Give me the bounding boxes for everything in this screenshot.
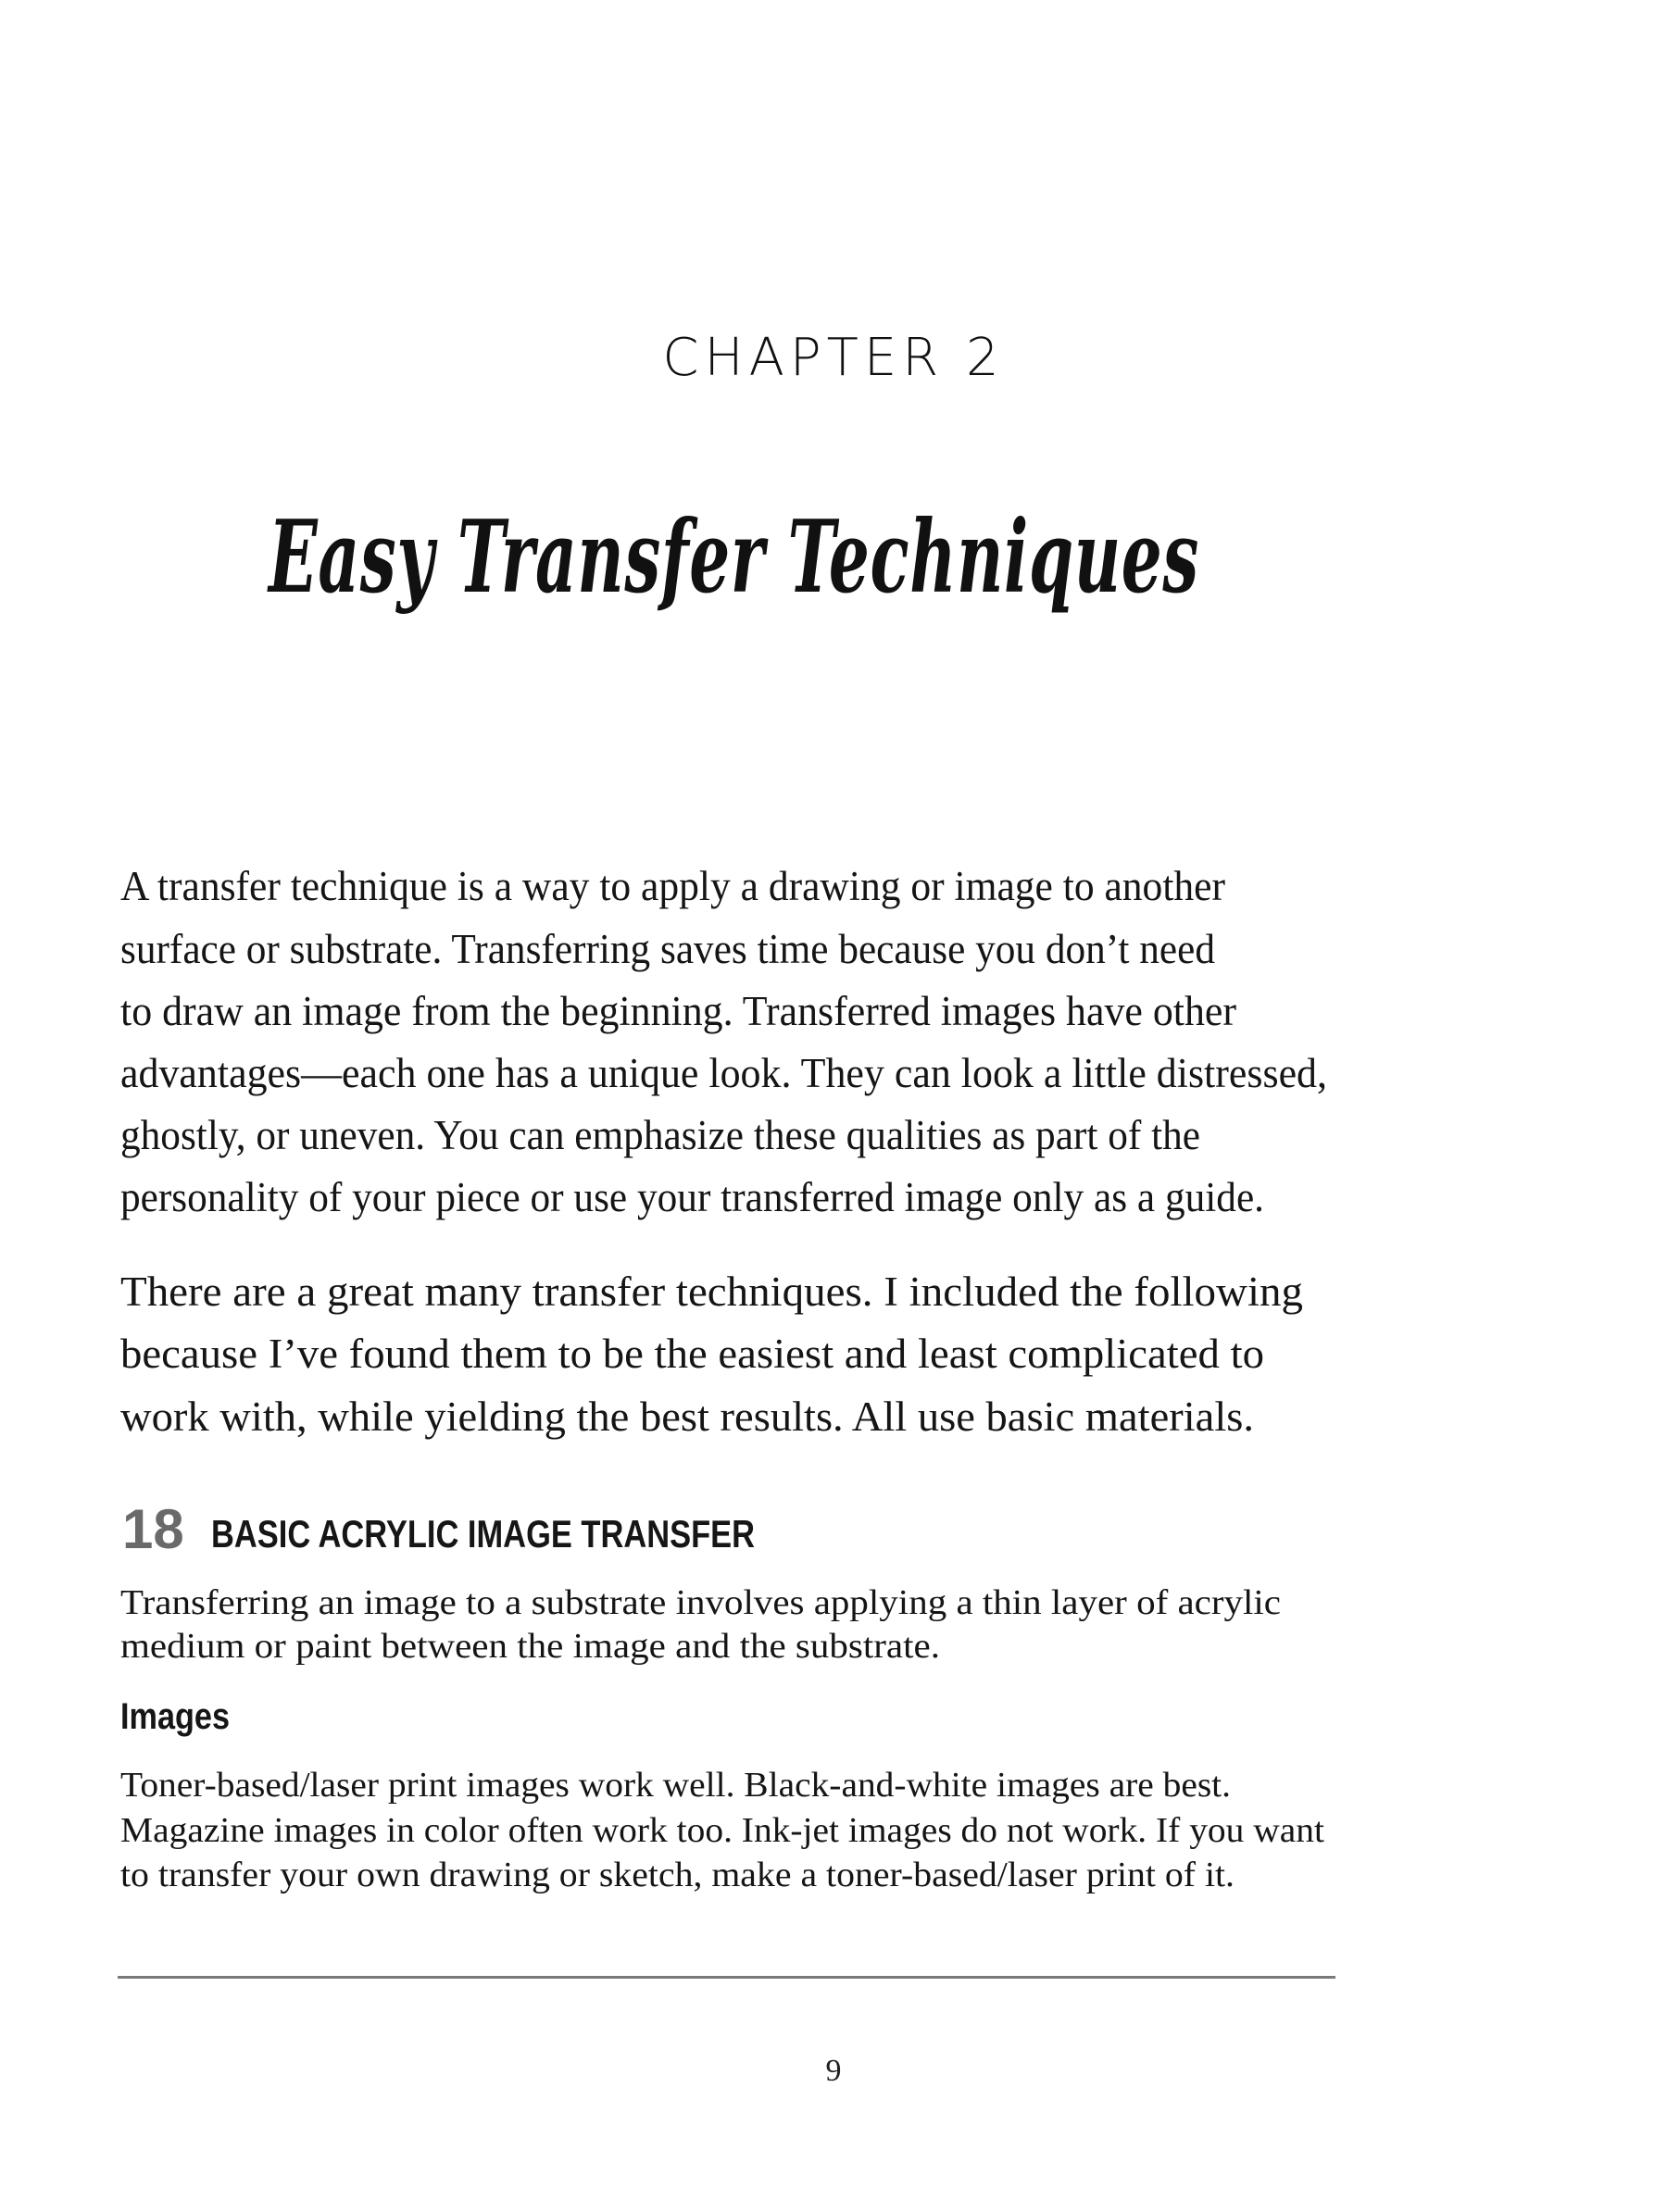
text-line: A transfer technique is a way to apply a drawing or image to another (120, 863, 1225, 909)
text-line: Toner-based/laser print images work well. Black-and-white images are best. (120, 1766, 1231, 1805)
text-line: Transferring an image to a substrate involves applying a thin layer of acrylic (120, 1583, 1281, 1622)
text-line: surface or substrate. Transferring saves time because you don’t need (120, 926, 1215, 972)
text-line: There are a great many transfer techniques. I included the following (120, 1268, 1303, 1315)
chapter-title (269, 499, 1667, 616)
page-number: 9 (825, 2054, 842, 2088)
section-title: BASIC ACRYLIC IMAGE TRANSFER (211, 1512, 755, 1556)
text-line: work with, while yielding the best results. All use basic materials. (120, 1393, 1254, 1440)
chapter-title-text: Easy Transfer Techniques (269, 499, 1199, 616)
text-line: personality of your piece or use your transferred image only as a guide. (120, 1174, 1264, 1220)
footer-rule (118, 1976, 1335, 1979)
text-line: advantages—each one has a unique look. They can look a little distressed, (120, 1050, 1327, 1096)
text-line: ghostly, or uneven. You can emphasize these qualities as part of the (120, 1112, 1200, 1158)
text-line: because I’ve found them to be the easiest and least complicated to (120, 1331, 1264, 1377)
text-line: to draw an image from the beginning. Transferred images have other (120, 988, 1236, 1034)
text-line: medium or paint between the image and the substrate. (120, 1627, 940, 1666)
subsection-heading: Images (120, 1696, 230, 1737)
text-line: to transfer your own drawing or sketch, make a toner-based/laser print of it. (120, 1856, 1235, 1894)
section-number: 18 (122, 1498, 184, 1560)
text-line: Magazine images in color often work too. Ink-jet images do not work. If you want (120, 1811, 1324, 1850)
chapter-label: CHAPTER 2 (662, 328, 1005, 388)
